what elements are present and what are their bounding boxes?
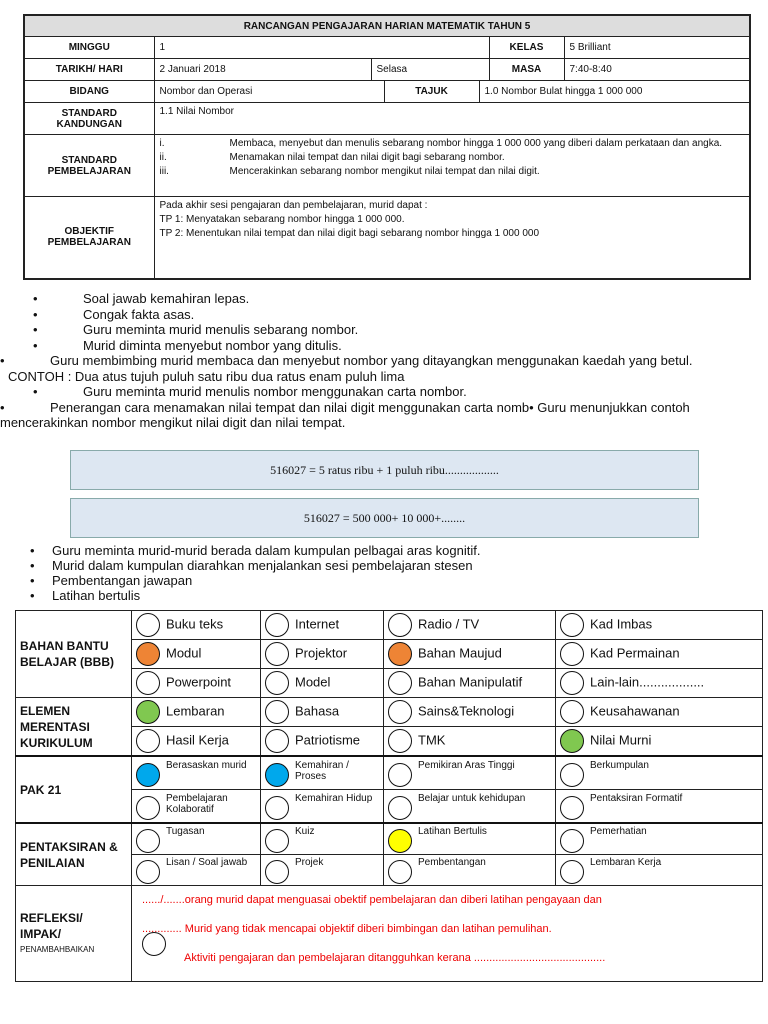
empty-circle-icon[interactable] (136, 729, 160, 753)
lesson-header-table (23, 14, 751, 280)
option-label: Pembentangan (418, 856, 486, 868)
checklist-option[interactable] (556, 823, 763, 855)
checklist-option[interactable] (132, 727, 261, 757)
checked-circle-icon[interactable] (388, 829, 412, 853)
empty-circle-icon[interactable] (265, 796, 289, 820)
activity-item: • Guru membimbing murid membaca dan menyebut nombor yang ditayangkan menggunakan kaedah yang betul. (0, 353, 753, 369)
checklist-option[interactable] (556, 669, 763, 698)
checklist-option[interactable] (261, 756, 384, 790)
option-label: Nilai Murni (590, 732, 652, 748)
option-label: Bahan Manipulatif (418, 674, 523, 690)
checklist-option[interactable] (556, 727, 763, 757)
checklist-option[interactable] (384, 611, 556, 640)
empty-circle-icon[interactable] (560, 763, 584, 787)
option-label: Kad Imbas (590, 616, 653, 632)
option-label: Projek (295, 856, 324, 868)
masa-value: 7:40-8:40 (564, 59, 750, 81)
option-label: Kemahiran Hidup (295, 792, 373, 804)
checklist-table (15, 610, 763, 982)
checklist-option[interactable] (132, 790, 261, 824)
option-label: Projektor (295, 645, 348, 661)
checklist-option[interactable] (384, 640, 556, 669)
option-label: Lain-lain.................. (590, 674, 705, 690)
empty-circle-icon[interactable] (265, 829, 289, 853)
checklist-option[interactable] (384, 756, 556, 790)
option-label: Pemikiran Aras Tinggi (418, 759, 515, 771)
doc-title: RANCANGAN PENGAJARAN HARIAN MATEMATIK TAHUN 5 (24, 15, 750, 37)
checklist-option[interactable] (384, 823, 556, 855)
checked-circle-icon[interactable] (388, 642, 412, 666)
activity-item: • Congak fakta asas. (33, 307, 753, 323)
activity-item: • Pembentangan jawapan (30, 573, 481, 588)
activity-item: • Soal jawab kemahiran lepas. (33, 291, 753, 307)
activity-item: • Latihan bertulis (30, 588, 481, 603)
empty-circle-icon[interactable] (136, 796, 160, 820)
checklist-option[interactable] (132, 611, 261, 640)
checklist-option[interactable] (261, 823, 384, 855)
option-label: Lisan / Soal jawab (166, 856, 248, 868)
checklist-option[interactable] (261, 611, 384, 640)
kelas-label: KELAS (489, 37, 564, 59)
option-label: Pentaksiran Formatif (590, 792, 683, 804)
activity-item: • Guru meminta murid menulis nombor menggunakan carta nombor. (33, 384, 753, 400)
empty-circle-icon[interactable] (560, 700, 584, 724)
checklist-option[interactable] (556, 698, 763, 727)
checklist-option[interactable] (261, 855, 384, 886)
empty-circle-icon[interactable] (265, 613, 289, 637)
refleksi-label-1: REFLEKSI/ (20, 910, 83, 925)
minggu-label: MINGGU (24, 37, 154, 59)
checklist-option[interactable] (556, 756, 763, 790)
option-label: Latihan Bertulis (418, 825, 487, 837)
checklist-option[interactable] (132, 698, 261, 727)
checklist-option[interactable] (132, 756, 261, 790)
checklist-option[interactable] (132, 855, 261, 886)
checklist-option[interactable] (261, 727, 384, 757)
op-line: TP 2: Menentukan nilai tempat dan nilai digit bagi sebarang nombor hingga 1 000 000 (159, 228, 540, 239)
sp-text: Mencerakinkan sebarang nombor mengikut nilai tempat dan nilai digit. (229, 166, 540, 177)
checklist-option[interactable] (132, 823, 261, 855)
option-label: TMK (418, 732, 446, 748)
empty-circle-icon[interactable] (136, 671, 160, 695)
option-label: Lembaran Kerja (590, 856, 662, 868)
pen-label: PENTAKSIRAN & PENILAIAN (16, 823, 132, 886)
op-list (154, 197, 750, 279)
activity-item: • Guru meminta murid menulis sebarang nombor. (33, 322, 753, 338)
option-label: Kuiz (295, 825, 315, 837)
sp-num: ii. (159, 152, 167, 163)
activity-item: • Murid diminta menyebut nombor yang ditulis. (33, 338, 753, 354)
option-label: Keusahawanan (590, 703, 680, 719)
option-label: Berasaskan murid (166, 759, 247, 771)
checklist-option[interactable] (261, 669, 384, 698)
checklist-option[interactable] (556, 611, 763, 640)
op-line: Pada akhir sesi pengajaran dan pembelajaran, murid dapat : (159, 200, 428, 211)
empty-circle-icon[interactable] (560, 671, 584, 695)
empty-circle-icon[interactable] (136, 860, 160, 884)
empty-circle-icon[interactable] (560, 829, 584, 853)
empty-circle-icon[interactable] (388, 613, 412, 637)
sk-label: STANDARD KANDUNGAN (24, 103, 154, 135)
masa-label: MASA (489, 59, 564, 81)
checklist-option[interactable] (384, 727, 556, 757)
tajuk-label: TAJUK (384, 81, 479, 103)
empty-circle-icon[interactable] (265, 860, 289, 884)
refleksi-line-3 (142, 944, 758, 973)
example-box-2: 516027 = 500 000+ 10 000+........ (70, 498, 699, 538)
refleksi-line: ............. Murid yang tidak mencapai objektif diberi bimbingan dan latihan pemulihan. (142, 923, 552, 935)
pak-label: PAK 21 (16, 756, 132, 823)
option-label: Belajar untuk kehidupan (418, 792, 526, 804)
checked-circle-icon[interactable] (560, 729, 584, 753)
option-label: Bahan Maujud (418, 645, 502, 661)
option-label: Pemerhatian (590, 825, 647, 837)
activity-item: • Guru meminta murid-murid berada dalam kumpulan pelbagai aras kognitif. (30, 543, 481, 558)
checked-circle-icon[interactable] (136, 700, 160, 724)
empty-circle-icon[interactable] (265, 671, 289, 695)
checklist-option[interactable] (384, 698, 556, 727)
option-label: Pembelajaran Kolaboratif (166, 792, 228, 815)
option-label: Lembaran (166, 703, 225, 719)
checklist-option[interactable] (132, 669, 261, 698)
emk-label: ELEMEN MERENTASI KURIKULUM (16, 698, 132, 757)
bidang-value: Nombor dan Operasi (154, 81, 384, 103)
sp-text: Menamakan nilai tempat dan nilai digit bagi sebarang nombor. (229, 152, 505, 163)
sp-num: iii. (159, 166, 169, 177)
checked-circle-icon[interactable] (136, 642, 160, 666)
sp-list (154, 135, 750, 197)
sp-text: Membaca, menyebut dan menulis sebarang nombor hingga 1 000 000 yang diberi dalam perkataan dan angka. (229, 138, 723, 149)
activities-group (30, 543, 481, 603)
empty-circle-icon[interactable] (265, 700, 289, 724)
empty-circle-icon[interactable] (560, 642, 584, 666)
checklist-option[interactable] (556, 790, 763, 824)
option-label: Hasil Kerja (166, 732, 229, 748)
tarikh-value: 2 Januari 2018 (154, 59, 371, 81)
checklist-option[interactable] (132, 640, 261, 669)
checklist-option[interactable] (556, 640, 763, 669)
empty-circle-icon[interactable] (560, 860, 584, 884)
option-label: Radio / TV (418, 616, 480, 632)
refleksi-label-3: PENAMBAHBAIKAN (20, 944, 95, 954)
option-label: Powerpoint (166, 674, 232, 690)
empty-circle-icon[interactable] (265, 729, 289, 753)
option-label: Kemahiran / Proses (295, 759, 349, 782)
bbb-label: BAHAN BANTU BELAJAR (BBB) (16, 611, 132, 698)
option-label: Tugasan (166, 825, 205, 837)
option-label: Modul (166, 645, 202, 661)
refleksi-label (16, 886, 132, 982)
tarikh-label: TARIKH/ HARI (24, 59, 154, 81)
tajuk-value: 1.0 Nombor Bulat hingga 1 000 000 (479, 81, 750, 103)
option-label: Berkumpulan (590, 759, 649, 771)
empty-circle-icon[interactable] (560, 613, 584, 637)
empty-circle-icon[interactable] (388, 700, 412, 724)
activity-item: • Penerangan cara menamakan nilai tempat dan nilai digit menggunakan carta nomb• Guru menunjukkan contoh mencerakinkan nombor mengikut nilai digit dan nilai tempat. (0, 400, 753, 431)
activities (0, 291, 753, 431)
option-label: Internet (295, 616, 340, 632)
op-line: TP 1: Menyatakan sebarang nombor hingga 1 000 000. (159, 214, 405, 225)
refleksi-line: ....../.......orang murid dapat menguasai obektif pembelajaran dan diberi latihan pengayaan dan (142, 894, 602, 906)
checklist-option[interactable] (384, 855, 556, 886)
checklist-option[interactable] (261, 698, 384, 727)
empty-circle-icon[interactable] (136, 613, 160, 637)
checklist-option[interactable] (261, 640, 384, 669)
sp-num: i. (159, 138, 165, 149)
checklist-option[interactable] (261, 790, 384, 824)
empty-circle-icon[interactable] (388, 729, 412, 753)
bidang-label: BIDANG (24, 81, 154, 103)
option-label: Patriotisme (295, 732, 361, 748)
empty-circle-icon[interactable] (136, 829, 160, 853)
minggu-value: 1 (154, 37, 489, 59)
option-label: Bahasa (295, 703, 340, 719)
sp-label: STANDARD PEMBELAJARAN (24, 135, 154, 197)
option-label: Sains&Teknologi (418, 703, 515, 719)
contoh-text: CONTOH : Dua atus tujuh puluh satu ribu dua ratus enam puluh lima (8, 368, 405, 384)
empty-circle-icon[interactable] (388, 796, 412, 820)
empty-circle-icon[interactable] (560, 796, 584, 820)
refleksi-label-2: IMPAK/ (20, 926, 62, 941)
checked-circle-icon[interactable] (265, 763, 289, 787)
empty-circle-icon[interactable] (388, 763, 412, 787)
activity-item: • Murid dalam kumpulan diarahkan menjalankan sesi pembelajaran stesen (30, 558, 481, 573)
option-label: Kad Permainan (590, 645, 680, 661)
option-label: Model (295, 674, 331, 690)
checklist-option[interactable] (556, 855, 763, 886)
kelas-value: 5 Brilliant (564, 37, 750, 59)
refleksi-line: Aktiviti pengajaran dan pembelajaran ditangguhkan kerana ........................................... (184, 952, 606, 964)
sk-value: 1.1 Nilai Nombor (154, 103, 750, 135)
empty-circle-icon[interactable] (388, 671, 412, 695)
op-label: OBJEKTIF PEMBELAJARAN (24, 197, 154, 279)
hari-value: Selasa (371, 59, 489, 81)
refleksi-content (132, 886, 763, 982)
option-label: Buku teks (166, 616, 224, 632)
empty-circle-icon[interactable] (388, 860, 412, 884)
checklist-option[interactable] (384, 790, 556, 824)
checklist-option[interactable] (384, 669, 556, 698)
example-box-1: 516027 = 5 ratus ribu + 1 puluh ribu.................. (70, 450, 699, 490)
checked-circle-icon[interactable] (136, 763, 160, 787)
empty-circle-icon[interactable] (265, 642, 289, 666)
